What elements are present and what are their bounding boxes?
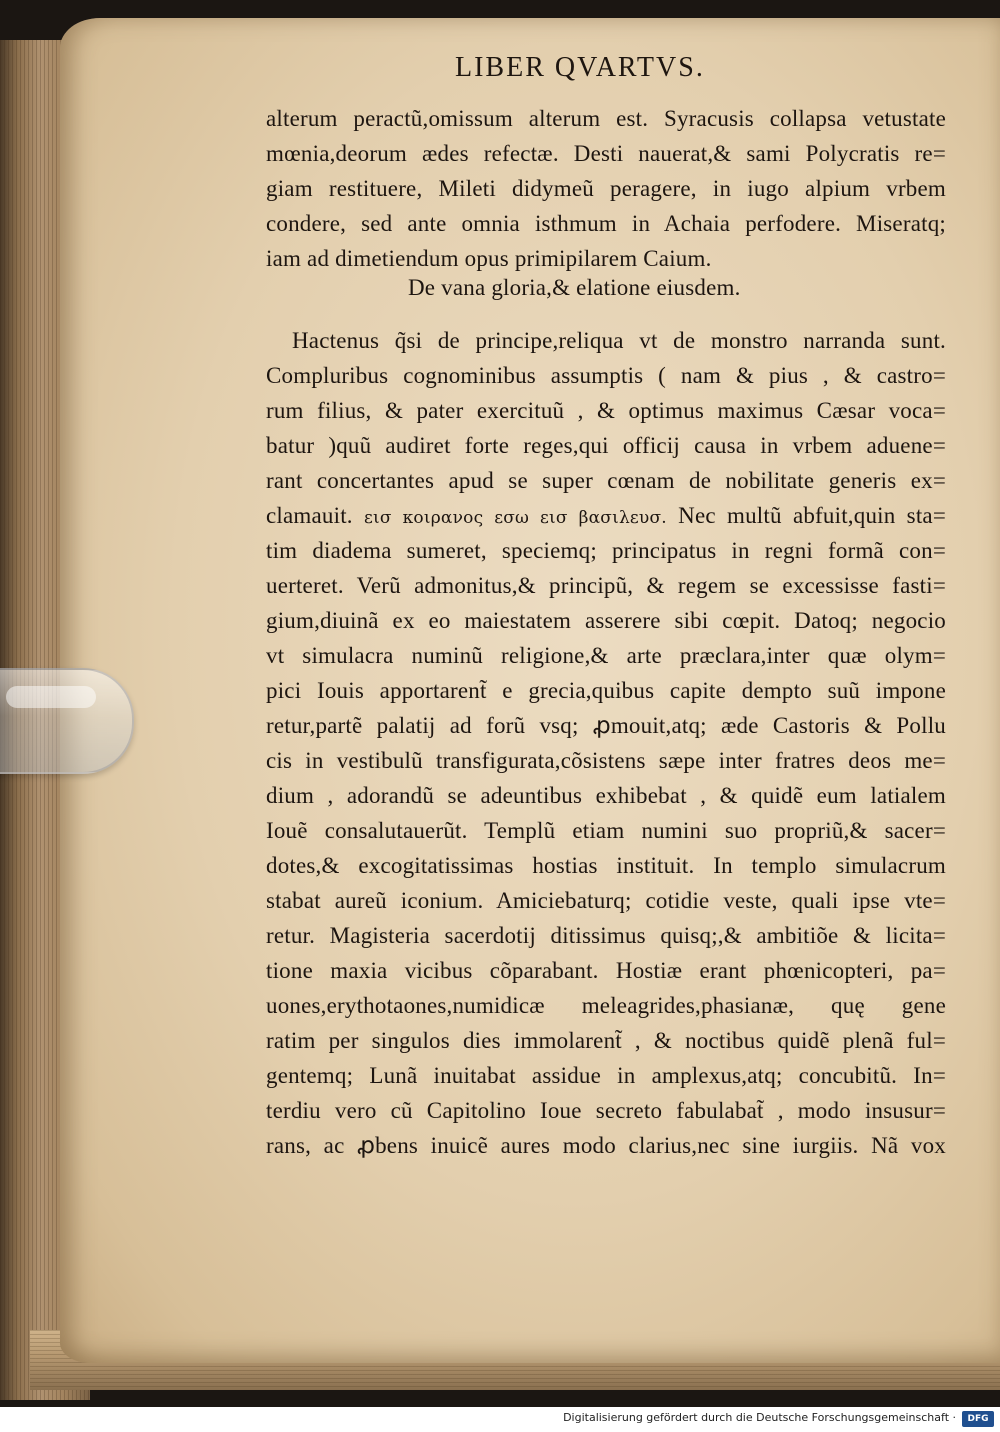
text-line: pici Iouis apportarent̃ e grecia,quibus capite dempto suũ impone xyxy=(266,678,946,703)
text-segment: Nec multũ abfuit,quin sta= xyxy=(678,503,947,528)
text-line: alterum peractũ,omissum alterum est. Syracusis collapsa vetustate xyxy=(266,106,946,131)
text-line: cis in vestibulũ transfigurata,cõsistens sæpe inter fratres deos me= xyxy=(266,748,946,773)
text-line: stabat aureũ iconium. Amiciebaturq; cotidie veste, quali ipse vte= xyxy=(266,888,946,913)
text-line: Hactenus q̃si de principe,reliqua vt de monstro narranda sunt. xyxy=(292,328,946,353)
text-line: retur,partẽ palatij ad forũ vsq; ꝓmouit,atq; æde Castoris & Pollu xyxy=(266,713,946,738)
greek-quotation: εισ κοιρανος εσω εισ βασιλευσ. xyxy=(364,508,667,528)
text-line: vt simulacra numinũ religione,& arte præclara,inter quæ olym= xyxy=(266,643,946,668)
text-line: Compluribus cognominibus assumptis ( nam & pius , & castro= xyxy=(266,363,946,388)
text-line: gium,diuinã ex eo maiestatem asserere sibi cœpit. Datoq; negocio xyxy=(266,608,946,633)
text-line: gentemq; Lunã inuitabat assidue in amplexus,atq; concubitũ. In= xyxy=(266,1063,946,1088)
text-line: terdiu vero cũ Capitolino Ioue secreto fabulabat̃ , modo insusur= xyxy=(266,1098,946,1123)
text-segment: clamauit. xyxy=(266,503,353,528)
page-clip xyxy=(0,668,134,774)
dfg-logo-icon: DFG xyxy=(962,1411,994,1427)
text-line: Iouẽ consalutauerũt. Templũ etiam numini suo propriũ,& sacer= xyxy=(266,818,946,843)
text-line: uerteret. Verũ admonitus,& principũ, & regem se excessisse fasti= xyxy=(266,573,946,598)
text-line: dotes,& excogitatissimas hostias instituit. In templo simulacrum xyxy=(266,853,946,878)
text-line: mœnia,deorum ædes refectæ. Desti nauerat,& sami Polycratis re= xyxy=(266,141,946,166)
text-line: condere, sed ante omnia isthmum in Achaia perfodere. Miseratq; xyxy=(266,211,946,236)
text-line: giam restituere, Mileti didymeũ peragere, in iugo alpium vrbem xyxy=(266,176,946,201)
funding-credit: Digitalisierung gefördert durch die Deutsche Forschungsgemeinschaft · xyxy=(563,1411,956,1424)
footer-bar xyxy=(0,1407,1000,1432)
text-line: rant concertantes apud se super cœnam de nobilitate generis ex= xyxy=(266,468,946,493)
text-line: uones,erythotaones,numidicæ meleagrides,phasianæ, quę gene xyxy=(266,993,946,1018)
text-line: retur. Magisteria sacerdotij ditissimus quisq;,& ambitiõe & licita= xyxy=(266,923,946,948)
text-line: tim diadema sumeret, speciemq; principatus in regni formã con= xyxy=(266,538,946,563)
text-line: batur )quũ audiret forte reges,qui officij causa in vrbem aduene= xyxy=(266,433,946,458)
text-line: rum filius, & pater exercituũ , & optimus maximus Cæsar voca= xyxy=(266,398,946,423)
running-head: LIBER QVARTVS. xyxy=(455,52,705,83)
text-line: tione maxia vicibus cõparabant. Hostiæ erant phœnicopteri, pa= xyxy=(266,958,946,983)
section-heading: De vana gloria,& elatione eiusdem. xyxy=(408,275,741,300)
text-line: iam ad dimetiendum opus primipilarem Caium. xyxy=(266,246,712,271)
text-line: ratim per singulos dies immolarent̃ , & noctibus quidẽ plenã ful= xyxy=(266,1028,946,1053)
text-line: dium , adorandũ se adeuntibus exhibebat , & quidẽ eum latialem xyxy=(266,783,946,808)
text-line: rans, ac ꝓbens inuicẽ aures modo clarius,nec sine iurgiis. Nã vox xyxy=(266,1133,946,1158)
